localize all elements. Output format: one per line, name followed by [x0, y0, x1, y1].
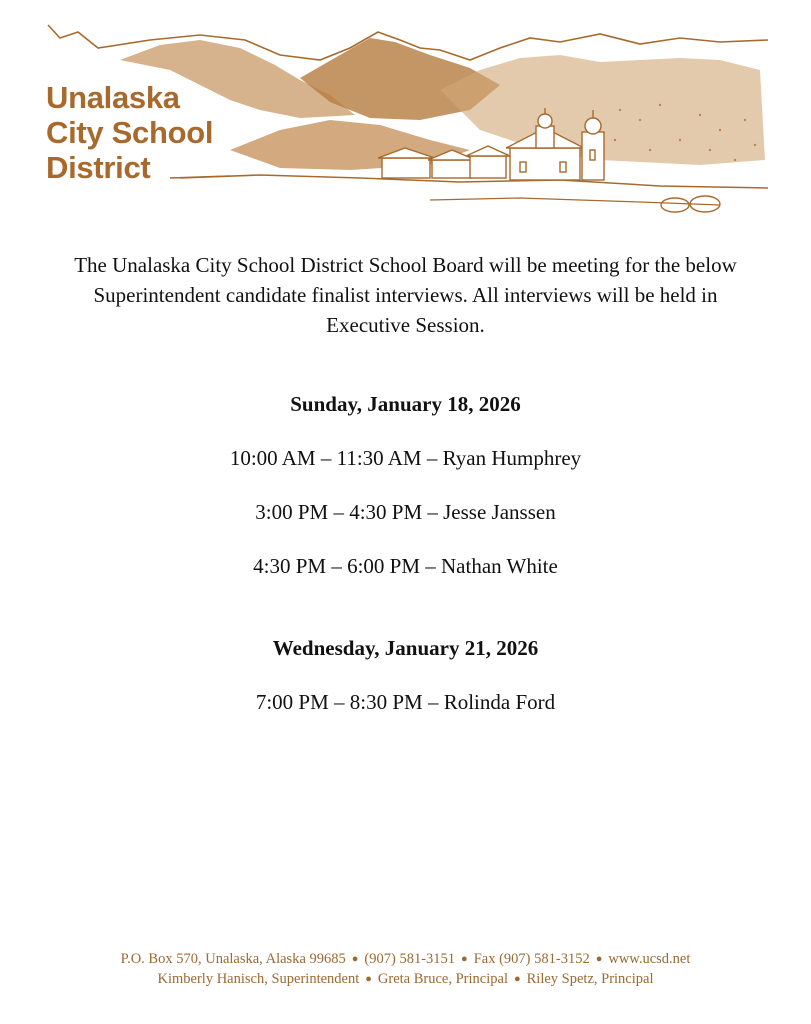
footer-superintendent: Kimberly Hanisch, Superintendent: [157, 971, 360, 987]
bullet-separator-icon: ●: [513, 973, 521, 985]
schedule-day-heading: Wednesday, January 21, 2026: [272, 636, 539, 660]
district-logo-text: [46, 80, 213, 185]
footer-phone: (907) 581-3151: [364, 951, 456, 967]
bullet-separator-icon: ●: [595, 953, 603, 965]
letterhead: [0, 0, 811, 225]
footer-website: www.ucsd.net: [608, 951, 691, 967]
interview-slot: 7:00 PM – 8:30 PM – Rolinda Ford: [255, 690, 556, 714]
footer-address: P.O. Box 570, Unalaska, Alaska 99685: [120, 951, 346, 967]
footer-principal-2: Riley Spetz, Principal: [526, 971, 654, 987]
bullet-separator-icon: ●: [365, 973, 372, 985]
logo-line-1: Unalaska: [46, 80, 180, 115]
intro-paragraph: The Unalaska City School District School Board will be meeting for the below Superintendent candidate finalist interviews. All interviews will be held in Executive Session.: [74, 253, 737, 337]
interview-slot: 3:00 PM – 4:30 PM – Jesse Janssen: [255, 500, 556, 524]
bullet-separator-icon: ●: [461, 953, 468, 965]
interview-slot: 10:00 AM – 11:30 AM – Ryan Humphrey: [229, 446, 582, 470]
logo-line-3: District: [46, 150, 151, 185]
footer-fax: Fax (907) 581-3152: [473, 951, 590, 967]
interview-slot: 4:30 PM – 6:00 PM – Nathan White: [253, 554, 558, 578]
schedule-day-heading: Sunday, January 18, 2026: [290, 392, 521, 416]
footer-contact-line: [0, 951, 811, 968]
footer-principal-1: Greta Bruce, Principal: [377, 971, 508, 987]
logo-line-2: City School: [46, 115, 214, 150]
bullet-separator-icon: ●: [351, 953, 359, 965]
footer-staff-line: [0, 971, 811, 988]
